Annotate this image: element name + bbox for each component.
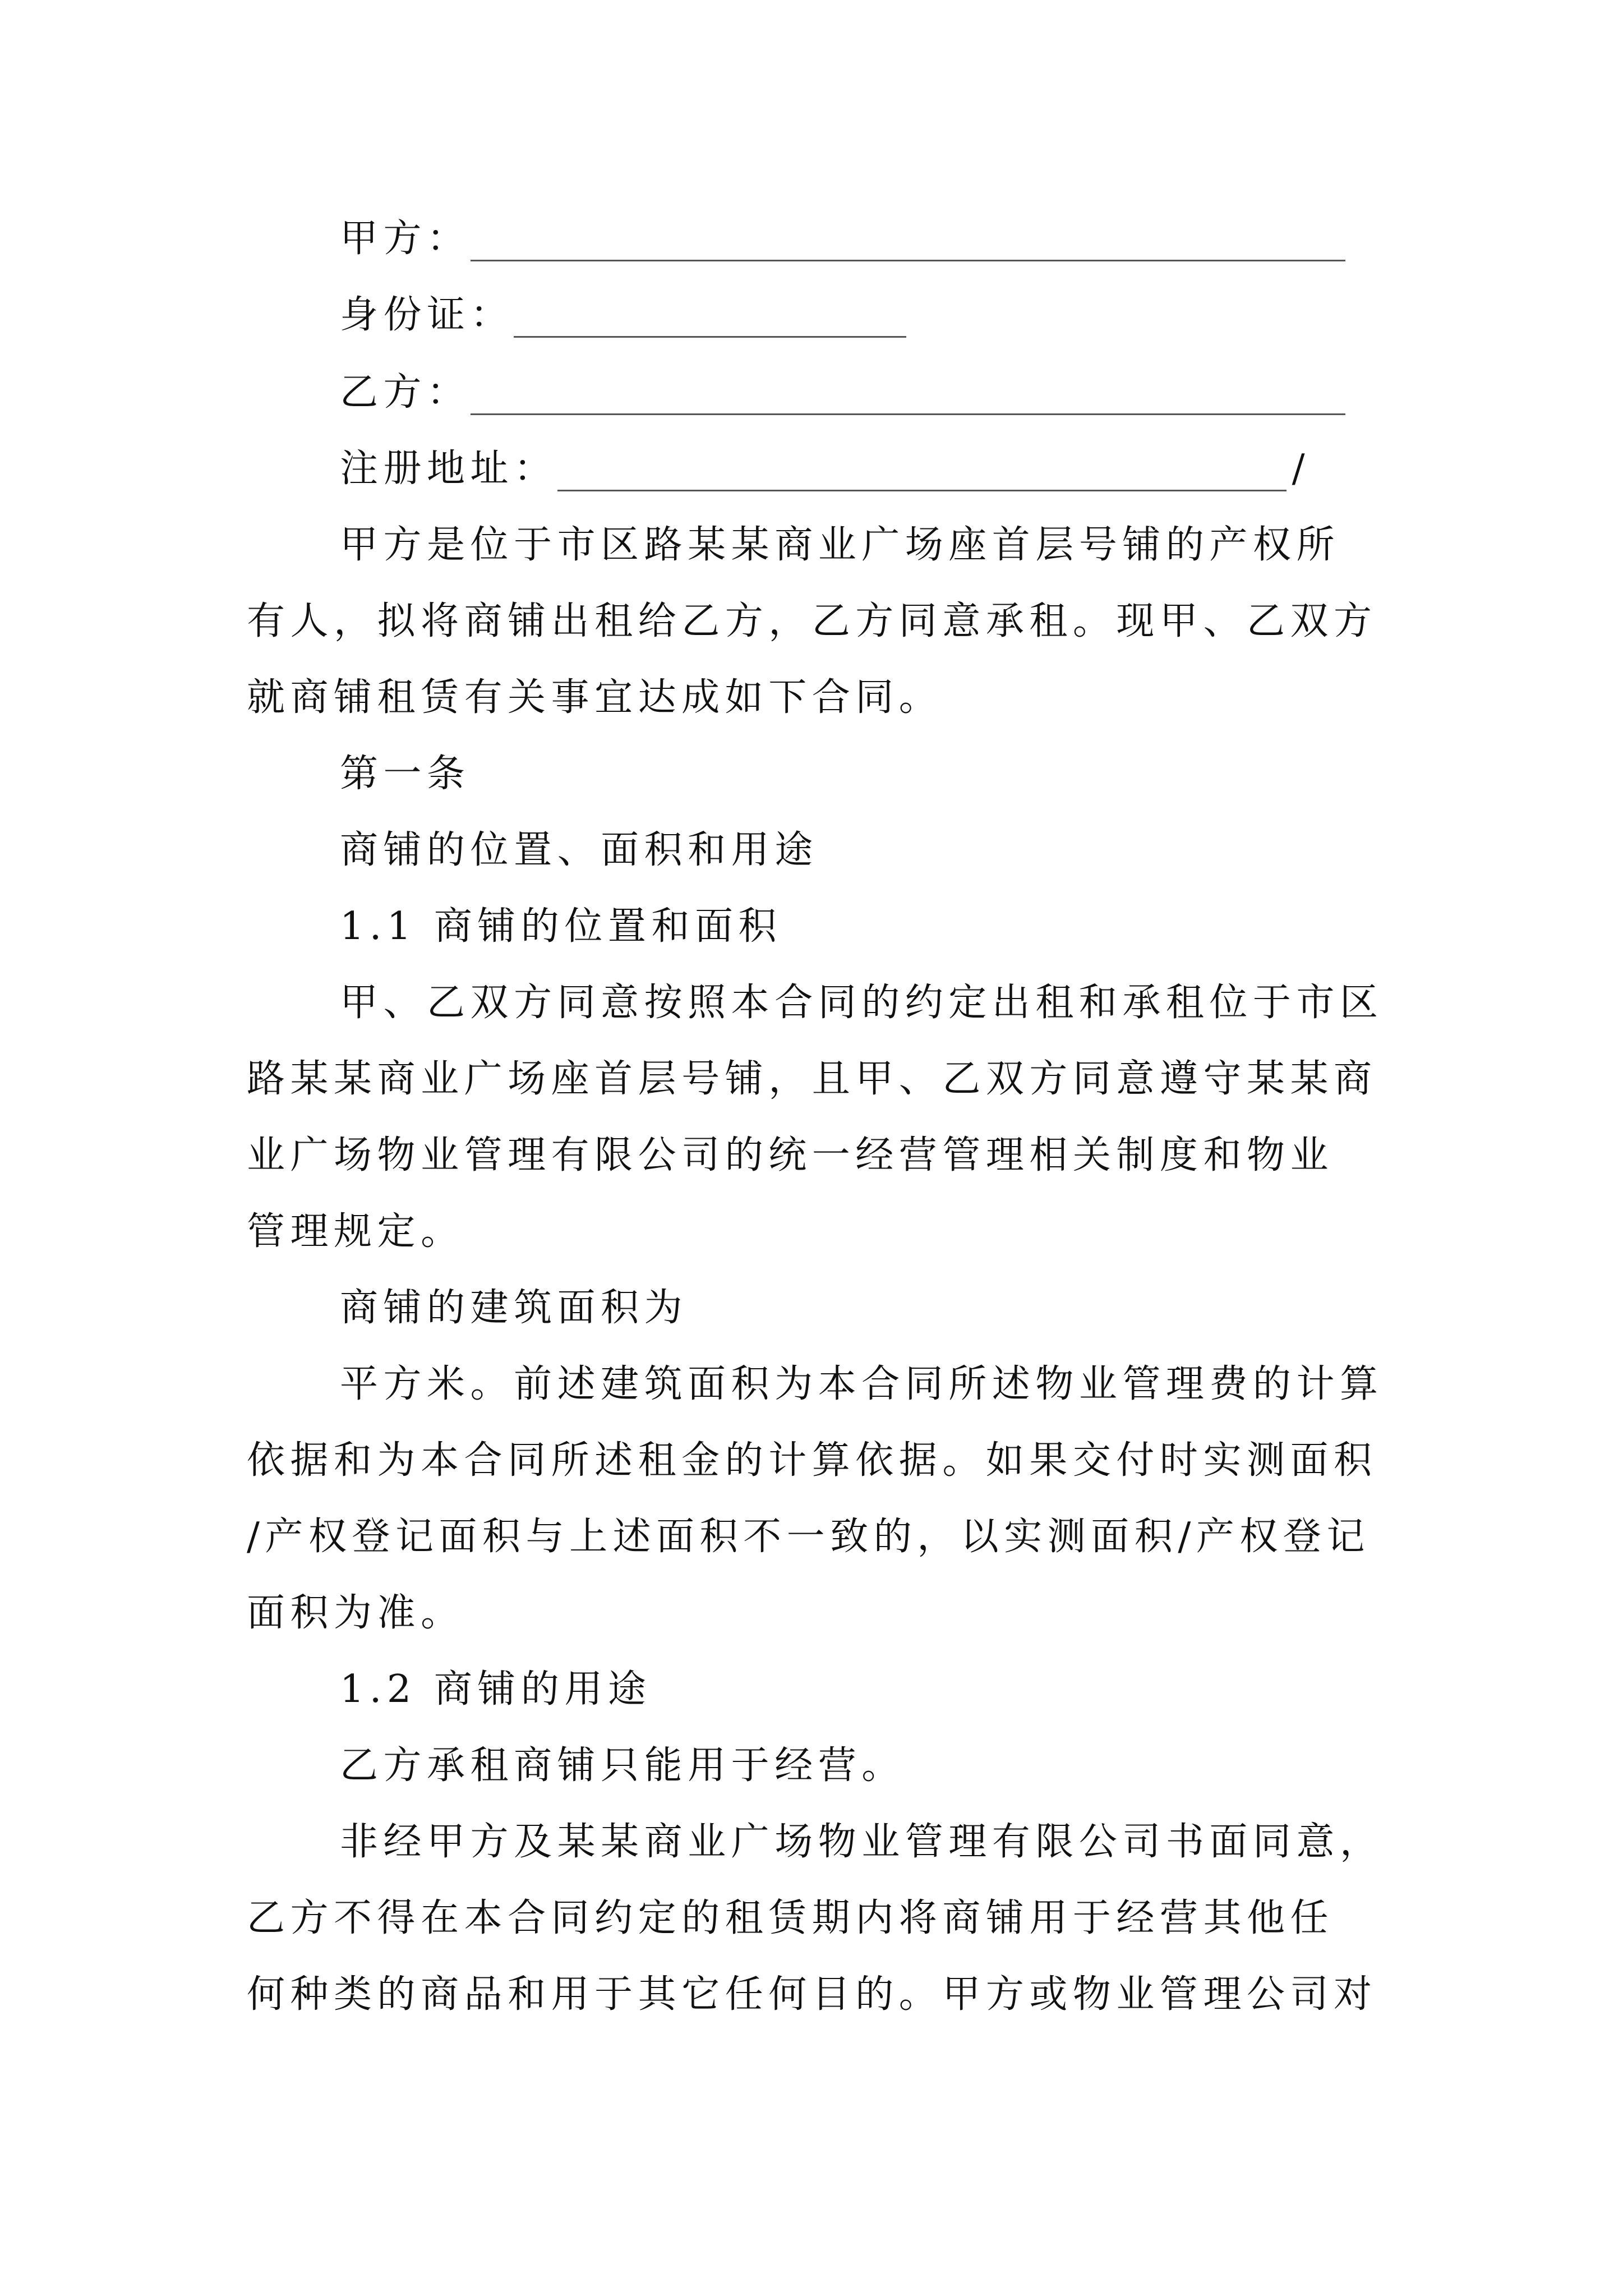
body-line: 平方米。前述建筑面积为本合同所述物业管理费的计算 <box>340 1362 1384 1406</box>
id-card-blank[interactable] <box>514 301 906 338</box>
body-line: 乙方不得在本合同约定的租赁期内将商铺用于经营其他任 <box>247 1896 1334 1940</box>
party-a-blank[interactable] <box>471 225 1345 261</box>
body-line: 乙方承租商铺只能用于经营。 <box>340 1743 905 1788</box>
body-line: 管理规定。 <box>247 1209 464 1254</box>
body-line: /产权登记面积与上述面积不一致的，以实测面积/产权登记 <box>247 1515 1370 1559</box>
party-b-label: 乙方： <box>340 370 471 415</box>
body-line: 业广场物业管理有限公司的统一经营管理相关制度和物业 <box>247 1133 1334 1177</box>
id-card-field <box>340 293 906 338</box>
body-line: 商铺的建筑面积为 <box>340 1286 688 1330</box>
article-heading: 第一条 <box>340 752 471 796</box>
body-line: 有人，拟将商铺出租给乙方，乙方同意承租。现甲、乙双方 <box>247 599 1377 643</box>
body-line: 何种类的商品和用于其它任何目的。甲方或物业管理公司对 <box>247 1972 1377 2017</box>
body-line: 依据和为本合同所述租金的计算依据。如果交付时实测面积 <box>247 1438 1377 1483</box>
body-line: 面积为准。 <box>247 1591 464 1635</box>
body-line: 甲、乙双方同意按照本合同的约定出租和承租位于市区 <box>340 981 1384 1025</box>
party-b-blank[interactable] <box>471 379 1345 415</box>
id-card-label: 身份证： <box>340 293 514 337</box>
party-a-label: 甲方： <box>340 217 471 261</box>
section-heading: 1.1 商铺的位置和面积 <box>340 904 782 949</box>
registered-address-label: 注册地址： <box>340 447 557 491</box>
body-line: 就商铺租赁有关事宜达成如下合同。 <box>247 675 943 720</box>
article-title: 商铺的位置、面积和用途 <box>340 828 818 872</box>
body-line: 路某某商业广场座首层号铺，且甲、乙双方同意遵守某某商 <box>247 1057 1377 1101</box>
section-heading: 1.2 商铺的用途 <box>340 1667 652 1711</box>
party-a-field <box>340 217 1345 261</box>
body-line: 非经甲方及某某商业广场物业管理有限公司书面同意， <box>340 1820 1384 1864</box>
registered-address-blank[interactable] <box>557 455 1287 491</box>
registered-address-slash: / <box>1292 447 1311 491</box>
party-b-field <box>340 370 1345 415</box>
body-line: 甲方是位于市区路某某商业广场座首层号铺的产权所 <box>340 523 1340 567</box>
registered-address-field <box>340 447 1310 491</box>
